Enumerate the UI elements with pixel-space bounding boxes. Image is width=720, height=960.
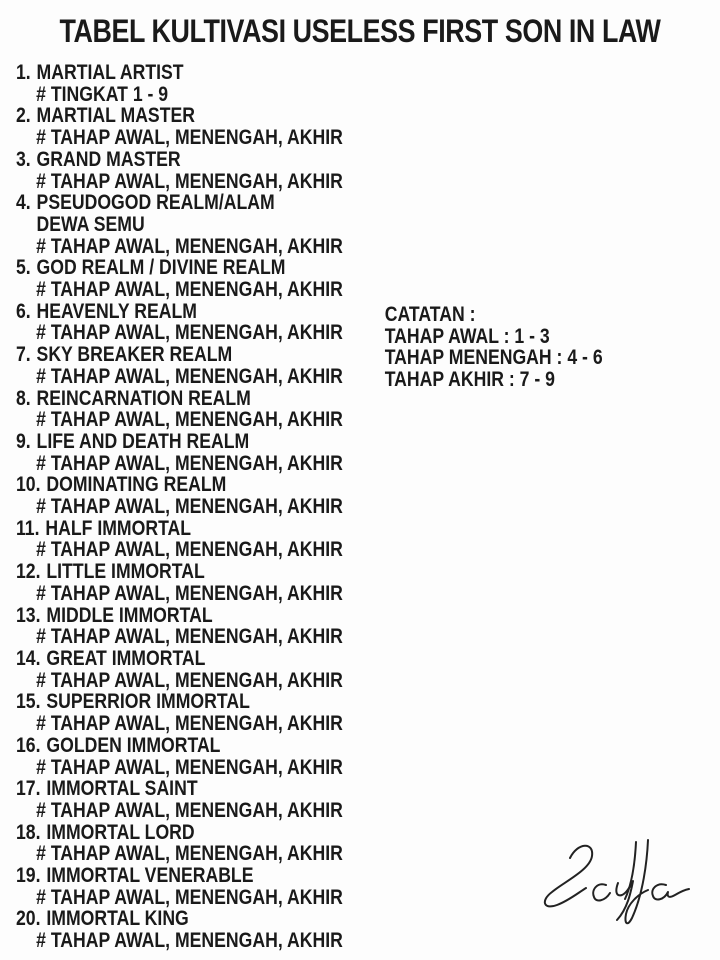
realm-stages: # TAHAP AWAL, MENENGAH, AKHIR xyxy=(36,278,343,302)
realm-stages: # TAHAP AWAL, MENENGAH, AKHIR xyxy=(36,408,343,432)
realm-number: 4. xyxy=(15,191,31,215)
realm-name: MARTIAL ARTIST xyxy=(36,61,184,84)
realm-number: 9. xyxy=(15,429,31,453)
realm-item xyxy=(16,908,377,951)
realm-item xyxy=(16,691,377,734)
realm-stages: # TAHAP AWAL, MENENGAH, AKHIR xyxy=(36,169,343,193)
note-line: TAHAP AWAL : 1 - 3 xyxy=(384,324,550,348)
realm-stages: # TAHAP AWAL, MENENGAH, AKHIR xyxy=(36,798,343,822)
realm-item xyxy=(16,778,377,821)
realm-name: GOD REALM / DIVINE REALM xyxy=(36,256,286,280)
realm-name: IMMORTAL KING xyxy=(46,907,189,931)
realm-number: 6. xyxy=(15,299,31,323)
signature-scylla-icon xyxy=(512,832,707,944)
realm-item xyxy=(16,257,377,300)
realm-item xyxy=(16,388,377,431)
realm-item xyxy=(16,474,377,517)
realm-stages: # TAHAP AWAL, MENENGAH, AKHIR xyxy=(36,885,343,909)
realm-name: MIDDLE IMMORTAL xyxy=(46,603,213,627)
realm-number: 10. xyxy=(15,473,41,497)
realm-stages: # TAHAP AWAL, MENENGAH, AKHIR xyxy=(36,495,343,519)
realm-stages: # TAHAP AWAL, MENENGAH, AKHIR xyxy=(36,451,343,475)
realm-item xyxy=(16,518,377,561)
realm-item xyxy=(16,62,377,105)
notes-lines xyxy=(385,326,603,391)
realm-item xyxy=(16,605,377,648)
realm-item xyxy=(16,822,377,865)
realm-stages: # TAHAP AWAL, MENENGAH, AKHIR xyxy=(36,126,343,150)
realm-stages: # TAHAP AWAL, MENENGAH, AKHIR xyxy=(36,234,343,258)
realm-stages: # TAHAP AWAL, MENENGAH, AKHIR xyxy=(36,929,343,953)
realm-stages: # TAHAP AWAL, MENENGAH, AKHIR xyxy=(36,755,343,779)
realm-item xyxy=(16,192,377,257)
realm-item xyxy=(16,648,377,691)
realm-number: 19. xyxy=(15,864,41,888)
notes-panel xyxy=(385,304,603,391)
realm-number: 8. xyxy=(15,386,31,410)
realm-number: 16. xyxy=(15,733,41,757)
realm-stages: # TAHAP AWAL, MENENGAH, AKHIR xyxy=(36,668,343,692)
realm-number: 11. xyxy=(15,516,40,540)
realm-name: SKY BREAKER REALM xyxy=(36,343,233,367)
realm-stages: # TAHAP AWAL, MENENGAH, AKHIR xyxy=(36,321,343,345)
realm-number: 14. xyxy=(15,646,41,670)
realm-number: 7. xyxy=(15,343,31,367)
realm-item xyxy=(16,865,377,908)
realm-number: 3. xyxy=(15,147,31,171)
signature xyxy=(512,832,707,944)
realm-name: IMMORTAL SAINT xyxy=(46,777,198,801)
realm-number: 12. xyxy=(15,560,41,584)
realm-number: 20. xyxy=(15,907,41,931)
realm-item xyxy=(16,149,377,192)
cultivation-list xyxy=(16,62,377,952)
realm-name: GOLDEN IMMORTAL xyxy=(46,733,221,757)
realm-name: GRAND MASTER xyxy=(36,147,181,171)
realm-stages: # TINGKAT 1 - 9 xyxy=(36,82,169,106)
realm-name: SUPERRIOR IMMORTAL xyxy=(46,690,250,714)
page-title: TABEL KULTIVASI USELESS FIRST SON IN LAW xyxy=(59,13,661,49)
realm-name: DOMINATING REALM xyxy=(46,473,227,497)
realm-stages: # TAHAP AWAL, MENENGAH, AKHIR xyxy=(36,625,343,649)
realm-item xyxy=(16,105,377,148)
realm-name: LIFE AND DEATH REALM xyxy=(36,429,250,453)
realm-stages: # TAHAP AWAL, MENENGAH, AKHIR xyxy=(36,364,343,388)
notes-title: CATATAN : xyxy=(384,303,476,326)
realm-item xyxy=(16,561,377,604)
realm-item xyxy=(16,735,377,778)
realm-number: 18. xyxy=(15,820,41,844)
realm-number: 13. xyxy=(15,603,41,627)
realm-name: PSEUDOGOD REALM/ALAM DEWA SEMU xyxy=(36,191,275,236)
realm-name: GREAT IMMORTAL xyxy=(46,646,206,670)
note-line: TAHAP MENENGAH : 4 - 6 xyxy=(384,346,603,370)
realm-item xyxy=(16,301,377,344)
realm-number: 5. xyxy=(15,256,31,280)
realm-name: HALF IMMORTAL xyxy=(45,516,192,540)
realm-name: REINCARNATION REALM xyxy=(36,386,251,410)
realm-number: 15. xyxy=(15,690,41,714)
realm-stages: # TAHAP AWAL, MENENGAH, AKHIR xyxy=(36,712,343,736)
realm-name: HEAVENLY REALM xyxy=(36,299,197,323)
realm-number: 2. xyxy=(15,104,31,128)
realm-item xyxy=(16,431,377,474)
realm-stages: # TAHAP AWAL, MENENGAH, AKHIR xyxy=(36,581,343,605)
realm-number: 1. xyxy=(15,61,31,84)
realm-stages: # TAHAP AWAL, MENENGAH, AKHIR xyxy=(36,538,343,562)
realm-name: IMMORTAL LORD xyxy=(46,820,195,844)
realm-number: 17. xyxy=(15,777,41,801)
realm-item xyxy=(16,344,377,387)
realm-name: MARTIAL MASTER xyxy=(36,104,195,128)
realm-name: IMMORTAL VENERABLE xyxy=(46,864,254,888)
realm-stages: # TAHAP AWAL, MENENGAH, AKHIR xyxy=(36,842,343,866)
realm-name: LITTLE IMMORTAL xyxy=(46,560,205,584)
note-line: TAHAP AKHIR : 7 - 9 xyxy=(384,368,555,392)
